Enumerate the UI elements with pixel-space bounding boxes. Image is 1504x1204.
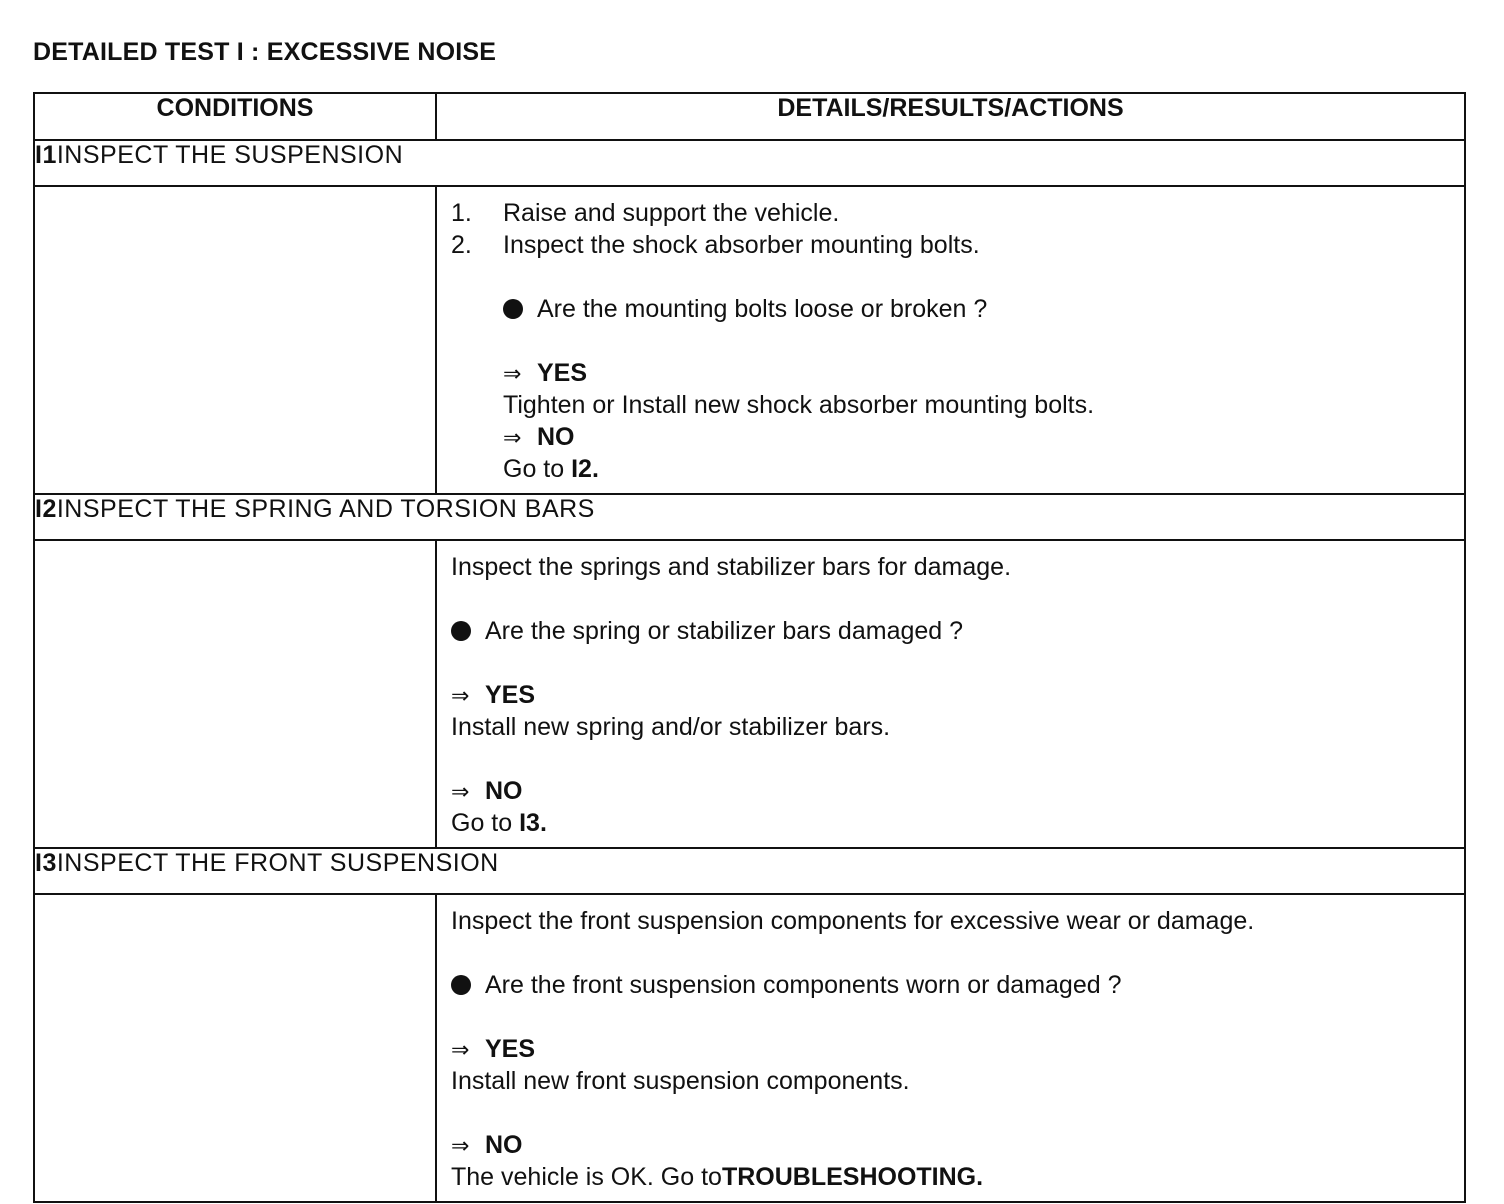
instruction: Inspect the front suspension components for excessive wear or damage.	[451, 907, 1255, 935]
step-body-row-i3	[34, 894, 1465, 1202]
yes-result	[451, 357, 1450, 389]
no-action-prefix: Go to	[503, 455, 565, 483]
conditions-cell	[34, 894, 436, 1202]
details-cell	[436, 540, 1465, 848]
list-item	[451, 229, 1450, 261]
step-title-row-i1	[34, 140, 1465, 186]
item-text: Raise and support the vehicle.	[503, 199, 840, 227]
no-label: NO	[485, 777, 523, 805]
no-label: NO	[537, 423, 575, 451]
step-title-text: INSPECT THE FRONT SUSPENSION	[56, 849, 499, 877]
step-title-row-i3	[34, 848, 1465, 894]
table-header-row	[34, 93, 1465, 140]
question	[451, 969, 1450, 1001]
step-title-i3	[34, 848, 1465, 894]
step-body-row-i2	[34, 540, 1465, 848]
step-title-text: INSPECT THE SUSPENSION	[56, 141, 404, 169]
instruction: Inspect the springs and stabilizer bars for damage.	[451, 553, 1012, 581]
document-title: DETAILED TEST I : EXCESSIVE NOISE	[33, 38, 497, 66]
conditions-cell	[34, 186, 436, 494]
no-action-target: I3.	[519, 809, 547, 837]
no-result	[451, 1129, 1450, 1161]
yes-label: YES	[485, 1035, 536, 1063]
bullet-icon	[451, 621, 471, 641]
yes-action: Tighten or Install new shock absorber mounting bolts.	[503, 391, 1095, 419]
arrow-right-icon: ⇒	[451, 779, 470, 804]
arrow-right-icon: ⇒	[503, 361, 522, 386]
step-id: I3	[35, 849, 57, 877]
step-title-text: INSPECT THE SPRING AND TORSION BARS	[56, 495, 595, 523]
no-action	[451, 1161, 1450, 1193]
no-result	[451, 421, 1450, 453]
bullet-icon	[503, 299, 523, 319]
conditions-header: CONDITIONS	[34, 93, 436, 140]
step-title-row-i2	[34, 494, 1465, 540]
yes-action: Install new spring and/or stabilizer bars.	[451, 713, 891, 741]
question	[451, 615, 1450, 647]
step-id: I1	[35, 141, 57, 169]
no-action	[451, 807, 1450, 839]
yes-result	[451, 1033, 1450, 1065]
no-action-prefix: The vehicle is OK. Go to	[451, 1163, 722, 1191]
arrow-right-icon: ⇒	[451, 1037, 470, 1062]
list-item	[451, 197, 1450, 229]
conditions-cell	[34, 540, 436, 848]
details-cell	[436, 186, 1465, 494]
details-cell	[436, 894, 1465, 1202]
question-text: Are the spring or stabilizer bars damaged ?	[485, 617, 964, 645]
bullet-icon	[451, 975, 471, 995]
no-action-prefix: Go to	[451, 809, 513, 837]
question-text: Are the mounting bolts loose or broken ?	[537, 295, 988, 323]
question	[451, 293, 1450, 325]
item-text: Inspect the shock absorber mounting bolts.	[503, 231, 980, 259]
step-body-row-i1	[34, 186, 1465, 494]
no-action	[451, 453, 1450, 485]
step-id: I2	[35, 495, 57, 523]
no-result	[451, 775, 1450, 807]
yes-result	[451, 679, 1450, 711]
yes-action: Install new front suspension components.	[451, 1067, 910, 1095]
arrow-right-icon: ⇒	[451, 1133, 470, 1158]
yes-label: YES	[485, 681, 536, 709]
arrow-right-icon: ⇒	[503, 425, 522, 450]
step-title-i2	[34, 494, 1465, 540]
no-action-target: TROUBLESHOOTING.	[721, 1163, 984, 1191]
yes-label: YES	[537, 359, 588, 387]
details-header: DETAILS/RESULTS/ACTIONS	[436, 93, 1465, 140]
arrow-right-icon: ⇒	[451, 683, 470, 708]
diagnostic-table	[33, 92, 1466, 1203]
no-action-target: I2.	[571, 455, 599, 483]
item-number: 1.	[451, 199, 472, 227]
item-number: 2.	[451, 231, 472, 259]
step-title-i1	[34, 140, 1465, 186]
no-label: NO	[485, 1131, 523, 1159]
question-text: Are the front suspension components worn or damaged ?	[485, 971, 1122, 999]
